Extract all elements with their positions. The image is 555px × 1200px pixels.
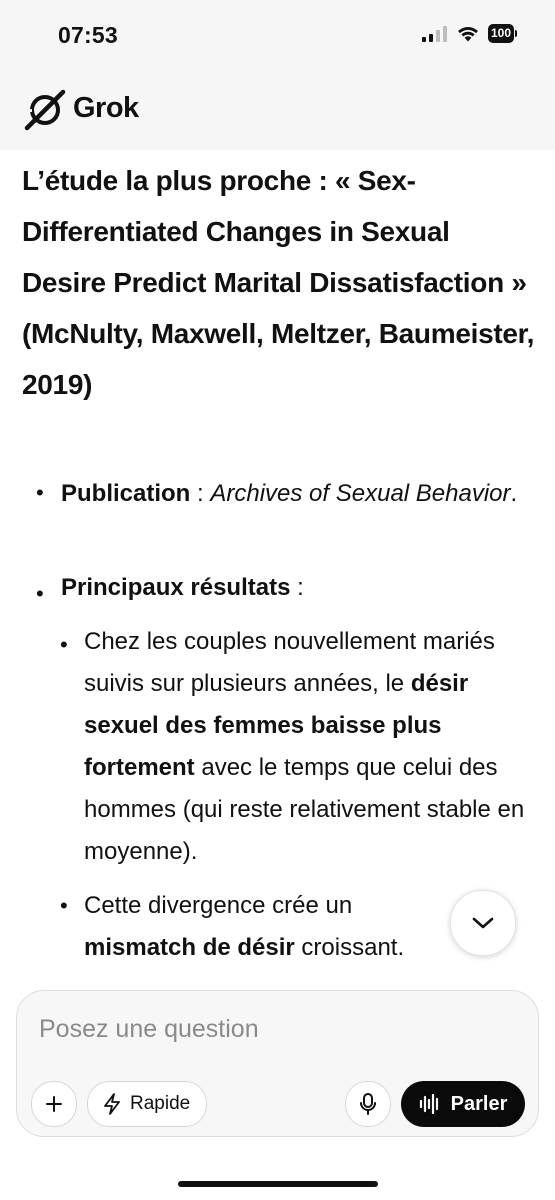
publication-value: Archives of Sexual Behavior (210, 480, 511, 507)
results-item: Principaux résultats : (61, 574, 304, 601)
plus-icon (45, 1095, 63, 1113)
sub-bullet-marker: • (60, 632, 68, 657)
app-title: Grok (73, 92, 139, 124)
publication-item: Publication : Archives of Sexual Behavior. (61, 480, 518, 507)
lightning-icon (102, 1093, 122, 1115)
battery-icon (488, 24, 517, 43)
mode-rapide-button[interactable] (87, 1081, 207, 1127)
speak-label: Parler (450, 1092, 508, 1115)
mode-label: Rapide (130, 1093, 191, 1114)
chevron-down-icon (471, 916, 495, 930)
wifi-icon (456, 25, 480, 42)
bullet-marker: • (36, 581, 44, 606)
bullet-marker: • (36, 480, 44, 505)
status-bar (0, 0, 555, 70)
battery-level: 100 (488, 24, 514, 43)
sub-bullet-marker: • (60, 893, 68, 918)
microphone-button[interactable] (345, 1081, 391, 1127)
attach-button[interactable] (31, 1081, 77, 1127)
home-indicator[interactable] (178, 1181, 378, 1187)
results-label: Principaux résultats (61, 574, 291, 601)
microphone-icon (359, 1093, 377, 1115)
voice-waveform-icon (419, 1094, 441, 1114)
response-heading: L’étude la plus proche : « Sex-Differentiated Changes in Sexual Desire Predict Marital Dissatisfaction » (McNulty, Maxwell, Meltzer, Baumeister, 2019) (22, 165, 535, 400)
scroll-down-button[interactable] (450, 890, 516, 956)
grok-logo-icon[interactable] (24, 89, 66, 131)
composer (16, 990, 539, 1137)
speak-button[interactable] (401, 1081, 525, 1127)
question-input[interactable]: Posez une question (39, 1015, 259, 1043)
result-item-2: Cette divergence crée un mismatch de désir croissant. (84, 892, 405, 961)
cellular-signal-icon (422, 26, 448, 42)
status-icons (422, 24, 517, 43)
chat-content[interactable] (0, 150, 555, 990)
publication-label: Publication (61, 480, 191, 507)
result-item-1: Chez les couples nouvellement mariés suivis sur plusieurs années, le désir sexuel des femmes baisse plus fortement avec le temps que celui des hommes (qui reste relativement stable en moyenne). (84, 628, 525, 865)
status-time: 07:53 (58, 22, 118, 48)
